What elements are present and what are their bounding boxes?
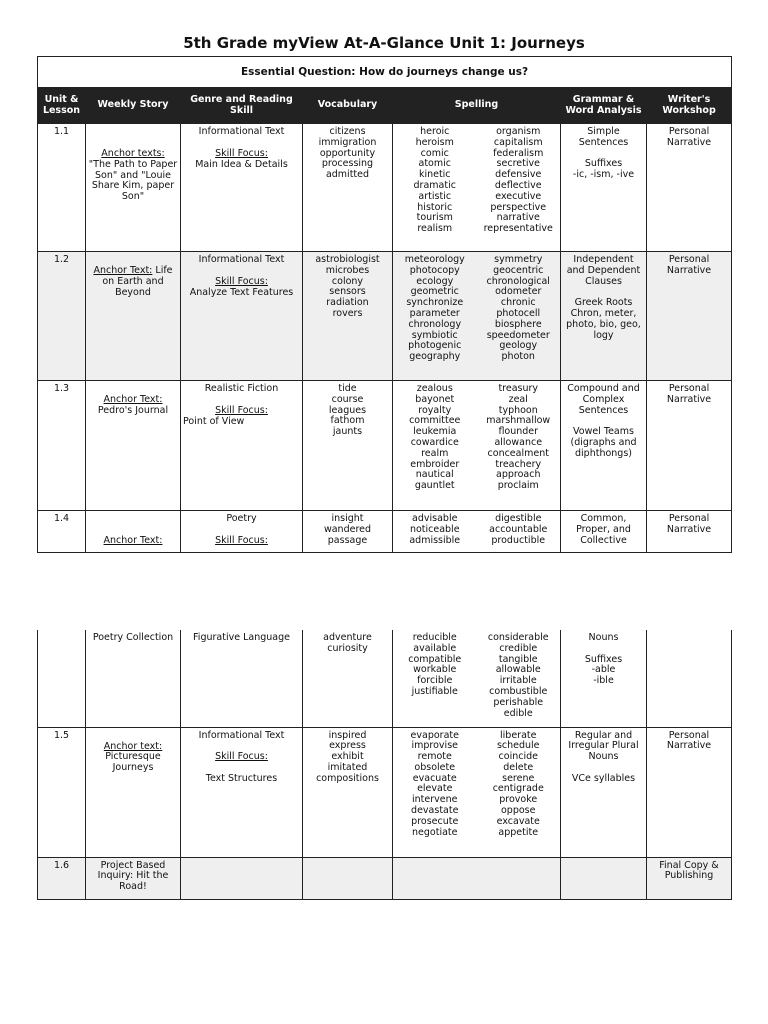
- list-entry: geography: [409, 351, 461, 363]
- list-entry: devastate: [411, 805, 459, 817]
- list-entry: photocopy: [409, 264, 460, 276]
- table-row: [38, 511, 732, 553]
- lesson-number: 1.2: [38, 252, 86, 381]
- story-text: Poetry Collection: [86, 630, 181, 727]
- writers-workshop: Personal Narrative: [647, 511, 732, 553]
- skill-label: Skill Focus:: [215, 275, 268, 287]
- list-entry: workable: [413, 664, 457, 676]
- list-entry: evacuate: [412, 772, 457, 784]
- table-row: [38, 252, 732, 381]
- list-entry: leagues: [328, 404, 367, 416]
- spelling-list-b: [477, 630, 561, 727]
- list-entry: realism: [417, 223, 453, 235]
- list-entry: -able: [591, 664, 616, 676]
- lesson-number: 1.1: [38, 124, 86, 252]
- list-entry: Vowel Teams (digraphs and diphthongs): [570, 426, 637, 459]
- list-entry: historic: [417, 201, 453, 213]
- writers-workshop: Personal Narrative: [647, 381, 732, 511]
- list-entry: ecology: [416, 275, 454, 287]
- list-entry: express: [329, 740, 366, 752]
- list-entry: chronological: [486, 275, 550, 287]
- genre: Informational Text: [198, 254, 285, 265]
- skill-text: Figurative Language: [181, 630, 303, 727]
- list-entry: embroider: [410, 458, 460, 470]
- list-entry: elevate: [417, 783, 453, 795]
- list-entry: meteorology: [404, 254, 465, 265]
- table-row: [38, 124, 732, 252]
- list-entry: intervene: [412, 794, 458, 806]
- list-entry: jaunts: [332, 426, 363, 438]
- header-vocab: Vocabulary: [303, 88, 393, 124]
- list-entry: edible: [503, 707, 533, 719]
- list-entry: delete: [503, 761, 534, 773]
- lesson-number: [38, 630, 86, 727]
- list-entry: available: [413, 642, 457, 654]
- list-entry: allowable: [495, 664, 541, 676]
- list-entry: compatible: [408, 653, 462, 665]
- weekly-story: [86, 727, 181, 857]
- list-entry: exhibit: [331, 751, 364, 763]
- genre-cell: [181, 252, 303, 381]
- list-entry: prosecute: [411, 815, 459, 827]
- list-entry: obsolete: [414, 761, 456, 773]
- list-entry: wandered: [323, 523, 372, 535]
- spelling-list-b: [477, 511, 561, 553]
- list-entry: zeal: [508, 393, 528, 405]
- header-genre: Genre and Reading Skill: [181, 88, 303, 124]
- spelling-list-b: [477, 381, 561, 511]
- list-entry: dramatic: [413, 179, 456, 191]
- list-entry: cowardice: [410, 436, 459, 448]
- list-entry: comic: [420, 147, 449, 159]
- grammar-list: [561, 252, 647, 381]
- spelling-list-a: [393, 381, 477, 511]
- list-entry: geology: [499, 340, 538, 352]
- list-entry: deflective: [494, 179, 542, 191]
- story-text: Life on Earth and Beyond: [102, 265, 173, 298]
- story-text: Picturesque Journeys: [105, 751, 161, 774]
- list-entry: considerable: [487, 632, 549, 643]
- empty-cell: [181, 857, 303, 899]
- list-entry: secretive: [496, 158, 540, 170]
- list-entry: centigrade: [492, 783, 544, 795]
- spelling-list-a: [393, 124, 477, 252]
- table-row: [38, 630, 732, 727]
- list-entry: Suffixes: [584, 653, 623, 665]
- skill-label: Skill Focus:: [215, 404, 268, 416]
- unit-table-top: [37, 56, 732, 553]
- list-entry: evaporate: [410, 729, 459, 741]
- list-entry: kinetic: [418, 169, 451, 181]
- list-entry: combustible: [489, 685, 548, 697]
- skill-text: Main Idea & Details: [195, 158, 288, 170]
- list-entry: heroism: [415, 136, 454, 148]
- story-label: Anchor Text:: [103, 535, 163, 546]
- list-entry: concealment: [487, 447, 549, 459]
- list-entry: colony: [331, 275, 364, 287]
- genre: Informational Text: [198, 729, 285, 741]
- list-entry: insight: [331, 513, 364, 524]
- table-row: [38, 857, 732, 899]
- list-entry: irritable: [499, 675, 537, 687]
- spelling-list-a: [393, 511, 477, 553]
- lesson-number: 1.4: [38, 511, 86, 553]
- list-entry: tide: [338, 383, 357, 394]
- list-entry: Simple Sentences: [578, 126, 629, 148]
- empty-cell: [303, 857, 393, 899]
- list-entry: immigration: [318, 136, 377, 148]
- skill-text: Text Structures: [205, 773, 278, 785]
- list-entry: flounder: [498, 426, 539, 438]
- list-entry: synchronize: [406, 297, 464, 309]
- list-entry: opportunity: [319, 147, 376, 159]
- list-entry: nautical: [415, 469, 454, 481]
- list-entry: compositions: [316, 772, 379, 784]
- list-entry: course: [331, 393, 364, 405]
- spelling-list-b: [477, 252, 561, 381]
- vocab-list: [303, 252, 393, 381]
- list-entry: bayonet: [415, 393, 455, 405]
- list-entry: processing: [321, 158, 374, 170]
- list-entry: schedule: [496, 740, 540, 752]
- list-entry: parameter: [409, 307, 460, 319]
- list-entry: Compound and Complex Sentences: [567, 383, 640, 416]
- list-entry: committee: [409, 415, 461, 427]
- list-entry: symbiotic: [411, 329, 458, 341]
- header-unit: Unit & Lesson: [38, 88, 86, 124]
- weekly-story: [86, 252, 181, 381]
- list-entry: justifiable: [411, 685, 458, 697]
- list-entry: narrative: [496, 212, 540, 224]
- list-entry: symmetry: [494, 254, 543, 265]
- list-entry: VCe syllables: [571, 772, 636, 784]
- list-entry: accountable: [489, 523, 548, 535]
- empty-cell: [393, 857, 477, 899]
- list-entry: Greek Roots Chron, meter, photo, bio, geo, logy: [566, 297, 641, 341]
- list-entry: radiation: [326, 297, 369, 309]
- list-entry: odometer: [495, 286, 542, 298]
- story-text: "The Path to Paper Son" and "Louie Share Kim, paper Son": [88, 158, 178, 203]
- story-label: Anchor texts:: [101, 148, 165, 159]
- vocab-list: [303, 381, 393, 511]
- empty-cell: [477, 857, 561, 899]
- page-title: 5th Grade myView At-A-Glance Unit 1: Journeys: [183, 34, 585, 52]
- header-spelling: Spelling: [393, 88, 561, 124]
- list-entry: tourism: [416, 212, 453, 224]
- grammar-list: [561, 727, 647, 857]
- list-entry: excavate: [496, 815, 540, 827]
- list-entry: forcible: [417, 675, 453, 687]
- list-entry: improvise: [411, 740, 458, 752]
- list-entry: noticeable: [409, 523, 460, 535]
- list-entry: photon: [501, 351, 535, 363]
- skill-label: Skill Focus:: [215, 534, 268, 546]
- list-entry: gauntlet: [414, 480, 455, 492]
- list-entry: oppose: [501, 805, 536, 817]
- list-entry: approach: [496, 469, 541, 481]
- list-entry: marshmallow: [486, 415, 551, 427]
- list-entry: defensive: [495, 169, 542, 181]
- grammar-list: [561, 124, 647, 252]
- list-entry: inspired: [328, 729, 367, 741]
- story-label: Anchor Text:: [93, 265, 153, 276]
- list-entry: curiosity: [327, 642, 368, 654]
- list-entry: royalty: [418, 404, 452, 416]
- list-entry: astrobiologist: [315, 254, 380, 265]
- writers-workshop: Final Copy & Publishing: [647, 857, 732, 899]
- list-entry: capitalism: [493, 136, 543, 148]
- story-text: Pedro's Journal: [97, 404, 169, 416]
- lesson-number: 1.6: [38, 857, 86, 899]
- vocab-list: [303, 630, 393, 727]
- table-row: [38, 381, 732, 511]
- list-entry: citizens: [329, 126, 366, 137]
- list-entry: leukemia: [413, 426, 457, 438]
- list-entry: digestible: [495, 513, 542, 524]
- list-entry: rovers: [332, 307, 363, 319]
- list-entry: coincide: [498, 751, 538, 763]
- grammar-list: [561, 511, 647, 553]
- list-entry: realm: [421, 447, 449, 459]
- weekly-story: [86, 511, 181, 553]
- spelling-list-a: [393, 727, 477, 857]
- vocab-list: [303, 727, 393, 857]
- writers-workshop: [647, 630, 732, 727]
- essential-question: Essential Question: How do journeys change us?: [38, 57, 732, 88]
- list-entry: Common, Proper, and Collective: [576, 513, 631, 546]
- list-entry: perspective: [490, 201, 547, 213]
- weekly-story: [86, 124, 181, 252]
- list-entry: executive: [495, 190, 542, 202]
- unit-table-bottom: [37, 630, 732, 900]
- list-entry: geometric: [410, 286, 459, 298]
- spelling-list-a: [393, 252, 477, 381]
- table-row: [38, 727, 732, 857]
- list-entry: atomic: [418, 158, 451, 170]
- list-entry: federalism: [493, 147, 544, 159]
- list-entry: perishable: [493, 696, 544, 708]
- list-entry: treasury: [498, 383, 539, 394]
- list-entry: reducible: [412, 632, 457, 643]
- spelling-list-a: [393, 630, 477, 727]
- genre-cell: [181, 727, 303, 857]
- list-entry: -ic, -ism, -ive: [572, 169, 635, 181]
- list-entry: treachery: [495, 458, 542, 470]
- list-entry: remote: [417, 751, 452, 763]
- story-label: Anchor Text:: [103, 394, 163, 405]
- genre: Informational Text: [198, 126, 285, 137]
- list-entry: photogenic: [408, 340, 462, 352]
- empty-cell: [561, 857, 647, 899]
- genre: Poetry: [226, 513, 257, 524]
- story-label: Anchor text:: [103, 740, 163, 752]
- list-entry: artistic: [418, 190, 452, 202]
- list-entry: provoke: [499, 794, 538, 806]
- list-entry: organism: [496, 126, 541, 137]
- list-entry: representative: [483, 223, 553, 235]
- list-entry: chronology: [408, 318, 462, 330]
- list-entry: tangible: [498, 653, 538, 665]
- header-grammar: Grammar & Word Analysis: [561, 88, 647, 124]
- genre: Realistic Fiction: [204, 383, 279, 394]
- list-entry: fathom: [330, 415, 365, 427]
- writers-workshop: Personal Narrative: [647, 252, 732, 381]
- list-entry: adventure: [323, 632, 372, 643]
- vocab-list: [303, 124, 393, 252]
- list-entry: chronic: [500, 297, 536, 309]
- list-entry: admissible: [409, 534, 461, 546]
- list-entry: Nouns: [588, 632, 619, 643]
- grammar-list: [561, 630, 647, 727]
- list-entry: biosphere: [494, 318, 542, 330]
- list-entry: heroic: [420, 126, 450, 137]
- grammar-list: [561, 381, 647, 511]
- list-entry: passage: [327, 534, 368, 546]
- weekly-story: [86, 381, 181, 511]
- genre-cell: [181, 381, 303, 511]
- list-entry: geocentric: [493, 264, 544, 276]
- list-entry: Suffixes: [584, 158, 623, 170]
- list-entry: serene: [502, 772, 535, 784]
- list-entry: appetite: [498, 826, 539, 838]
- list-entry: [563, 644, 644, 655]
- list-entry: admitted: [325, 169, 370, 181]
- list-entry: -ible: [593, 675, 614, 687]
- lesson-number: 1.3: [38, 381, 86, 511]
- list-entry: Regular and Irregular Plural Nouns: [568, 729, 639, 763]
- skill-text: Analyze Text Features: [189, 286, 294, 298]
- vocab-list: [303, 511, 393, 553]
- spelling-list-b: [477, 124, 561, 252]
- list-entry: proclaim: [497, 480, 539, 492]
- skill-text: Point of View: [183, 415, 245, 427]
- list-entry: sensors: [329, 286, 366, 298]
- list-entry: zealous: [416, 383, 453, 394]
- weekly-story: Project Based Inquiry: Hit the Road!: [86, 857, 181, 899]
- list-entry: Independent and Dependent Clauses: [566, 254, 641, 287]
- header-writers: Writer's Workshop: [647, 88, 732, 124]
- list-entry: liberate: [500, 729, 537, 741]
- skill-label: Skill Focus:: [215, 147, 268, 159]
- list-entry: photocell: [496, 307, 541, 319]
- list-entry: negotiate: [412, 826, 458, 838]
- list-entry: microbes: [325, 264, 370, 276]
- writers-workshop: Personal Narrative: [647, 124, 732, 252]
- genre-cell: [181, 511, 303, 553]
- list-entry: productible: [491, 534, 546, 546]
- list-entry: credible: [499, 642, 538, 654]
- header-story: Weekly Story: [86, 88, 181, 124]
- list-entry: speedometer: [486, 329, 550, 341]
- spelling-list-b: [477, 727, 561, 857]
- genre-cell: [181, 124, 303, 252]
- list-entry: imitated: [327, 761, 368, 773]
- writers-workshop: Personal Narrative: [647, 727, 732, 857]
- lesson-number: 1.5: [38, 727, 86, 857]
- list-entry: typhoon: [498, 404, 538, 416]
- list-entry: allowance: [494, 436, 543, 448]
- skill-label: Skill Focus:: [215, 751, 268, 763]
- list-entry: advisable: [412, 513, 458, 524]
